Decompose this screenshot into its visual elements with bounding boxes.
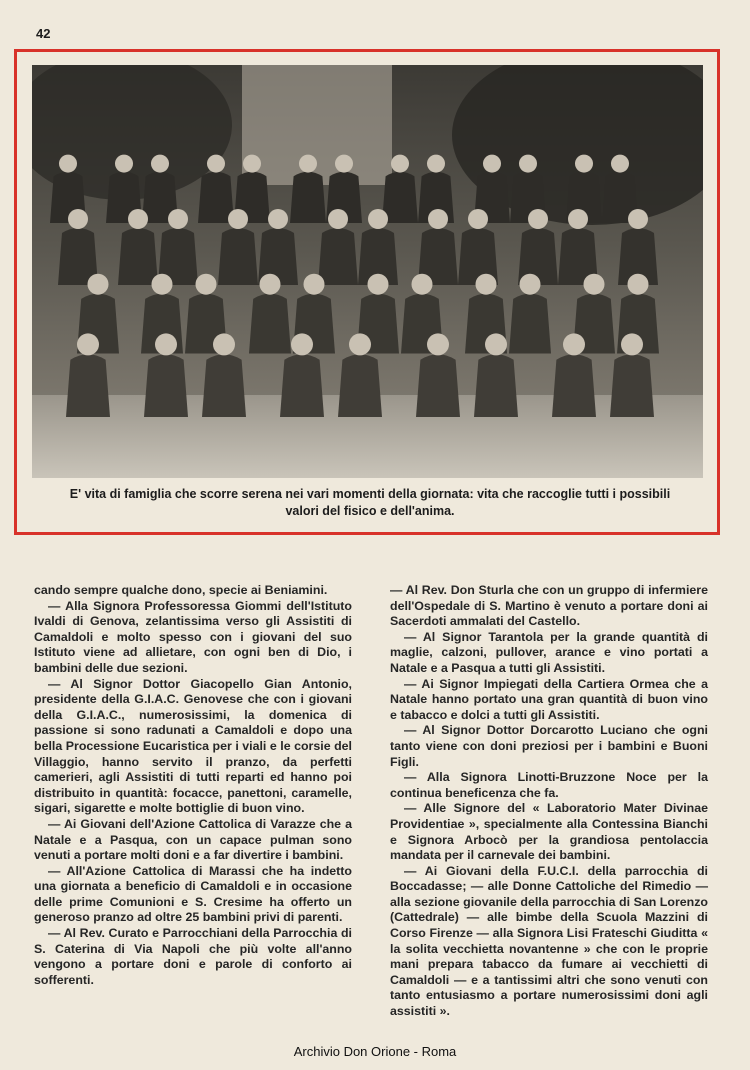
person-head (291, 333, 313, 355)
person-head (485, 333, 507, 355)
paragraph: — Ai Signor Impiegati della Cartiera Ormea che a Natale hanno portato una gran quantità di buon vino e tabacco e dolci a tutti gli Assistiti. (390, 676, 708, 722)
paragraph: — All'Azione Cattolica di Marassi che ha indetto una giornata a beneficio di Camaldoli e in occasione delle prime Comunioni e S. Cresime ha offerto un generoso pranzo ad oltre 25 bambini privi di parenti. (34, 863, 352, 925)
person-head (349, 333, 371, 355)
person-head (88, 274, 109, 295)
archive-footer: Archivio Don Orione - Roma (293, 1044, 457, 1059)
group-photo (32, 65, 703, 478)
paragraph: — Al Signor Dottor Dorcarotto Luciano che ogni tanto viene con doni preziosi per i bambini e Buoni Figli. (390, 723, 708, 769)
person-silhouette (66, 354, 110, 417)
person-head (427, 155, 445, 173)
person-head (528, 209, 548, 229)
person-head (520, 274, 541, 295)
person-head (428, 209, 448, 229)
person-head (115, 155, 133, 173)
page-number: 42 (36, 26, 51, 41)
person-silhouette (118, 228, 158, 285)
person-head (59, 155, 77, 173)
paragraph: — Alla Signora Linotti-Bruzzone Noce per la continua beneficenza che fa. (390, 770, 708, 800)
person-head (568, 209, 588, 229)
person-silhouette (416, 354, 460, 417)
person-head (476, 274, 497, 295)
paragraph: — Al Signor Tarantola per la grande quantità di maglie, calzoni, pullover, arance e vino portati a Natale e a Pasqua a tutti gli Assistiti. (390, 629, 708, 675)
person-head (584, 274, 605, 295)
person-head (196, 274, 217, 295)
person-head (483, 155, 501, 173)
person-silhouette (249, 294, 291, 354)
person-head (151, 155, 169, 173)
person-head (519, 155, 537, 173)
person-silhouette (382, 172, 418, 223)
person-head (328, 209, 348, 229)
person-head (152, 274, 173, 295)
person-head (299, 155, 317, 173)
left-column (34, 583, 352, 988)
person-head (128, 209, 148, 229)
person-silhouette (318, 228, 358, 285)
caption-line-1: E' vita di famiglia che scorre serena nei vari momenti della giornata: vita che raccoglie tutti i possibili (69, 487, 671, 501)
person-head (260, 274, 281, 295)
person-head (628, 274, 649, 295)
person-head (468, 209, 488, 229)
person-head (304, 274, 325, 295)
photo-caption (30, 486, 710, 520)
person-silhouette (338, 354, 382, 417)
person-head (155, 333, 177, 355)
person-silhouette (610, 354, 654, 417)
caption-line-2: valori del fisico e dell'anima. (285, 504, 455, 518)
paragraph: — Alle Signore del « Laboratorio Mater Divinae Providentiae », specialmente alla Contessina Bianchi e Signora Arbocò per la grandiosa pentolaccia mandata per il carnevale dei bambini. (390, 801, 708, 863)
person-head (68, 209, 88, 229)
person-silhouette (144, 354, 188, 417)
right-column (390, 583, 708, 1020)
person-head (243, 155, 261, 173)
paragraph: — Ai Giovani dell'Azione Cattolica di Varazze che a Natale e a Pasqua, con un capace pulman sono venuti a portare molti doni e a far divertire i bambini. (34, 816, 352, 863)
person-head (268, 209, 288, 229)
person-silhouette (198, 172, 234, 223)
person-head (563, 333, 585, 355)
paragraph: cando sempre qualche dono, specie ai Beniamini. (34, 583, 328, 597)
person-head (368, 274, 389, 295)
person-head (168, 209, 188, 229)
paragraph: — Al Rev. Curato e Parrocchiani della Parrocchia di S. Caterina di Via Napoli che più volte all'anno vengono a portare doni e parole di conforto ai sofferenti. (34, 926, 352, 987)
person-head (335, 155, 353, 173)
person-head (628, 209, 648, 229)
paragraph: — Alla Signora Professoressa Giommi dell'Istituto Ivaldi di Genova, zelantissima verso gli Assistiti di Camaldoli e molto spesso con i giovani del suo Istituto viene ad allietare, con ogni ben di Dio, i bambini delle due sezioni. (34, 598, 352, 675)
person-head (391, 155, 409, 173)
person-head (77, 333, 99, 355)
person-head (412, 274, 433, 295)
person-silhouette (552, 354, 596, 417)
person-head (427, 333, 449, 355)
person-head (228, 209, 248, 229)
person-head (575, 155, 593, 173)
person-head (611, 155, 629, 173)
person-head (207, 155, 225, 173)
person-silhouette (202, 354, 246, 417)
person-head (213, 333, 235, 355)
person-silhouette (474, 354, 518, 417)
person-silhouette (280, 354, 324, 417)
paragraph: — Ai Giovani della F.U.C.I. della parrocchia di Boccadasse; — alle Donne Cattoliche del Rimedio — alla sezione giovanile della parrocchia di San Lorenzo (Cattedrale) — alle bimbe della Scuola Mazzini di Corso Firenze — alla Signora Lisi Frateschi Giuditta « la solita vecchietta novantenne » che con le proprie mani prepara tabacco da fumare ai vecchietti di Camaldoli — e a tantissimi altri che sono venuti con tanto entusiasmo a portare numerosissimi doni agli assistiti ». (390, 863, 708, 1019)
person-silhouette (218, 228, 258, 285)
person-head (621, 333, 643, 355)
person-silhouette (509, 294, 551, 354)
person-head (368, 209, 388, 229)
paragraph: — Al Rev. Don Sturla che con un gruppo di infermiere dell'Ospedale di S. Martino è venuto a portare doni ai Sacerdoti ammalati del Castello. (390, 583, 708, 629)
person-silhouette (290, 172, 326, 223)
paragraph: — Al Signor Dottor Giacopello Gian Antonio, presidente della G.I.A.C. Genovese che con i giovani della G.I.A.C., numerosissimi, la domenica di passione si sono radunati a Camaldoli e dopo una bella Processione Eucaristica per i viali e le corsie del Villaggio, hanno servito il pranzo, da perfetti camerieri, agli Assistiti di tutti reparti ed hanno poi distribuito in quantità: focacce, panettoni, caramelle, sigari, sigarette e molte bottiglie di buon vino. (34, 676, 352, 816)
